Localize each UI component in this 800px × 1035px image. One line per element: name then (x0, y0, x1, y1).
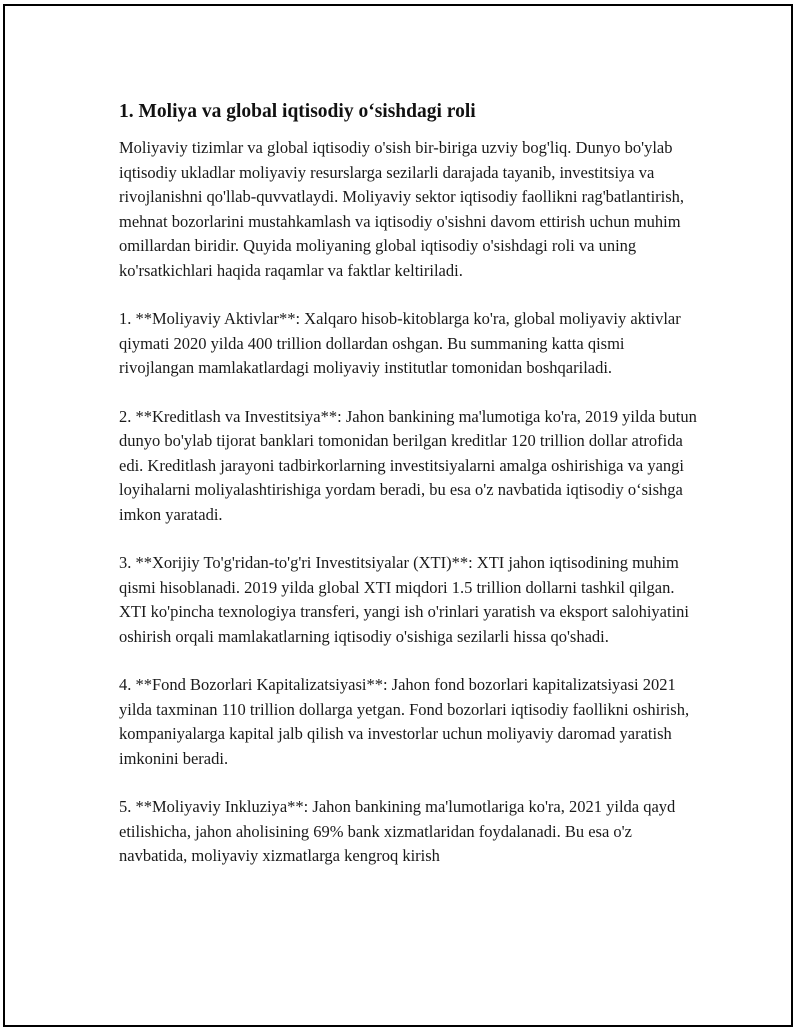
item-financial-inclusion: 5. **Moliyaviy Inkluziya**: Jahon bankining ma'lumotlariga ko'ra, 2021 yilda qayd etilishicha, jahon aholisining 69% bank xizmatlaridan foydalanadi. Bu esa o'z navbatida, moliyaviy xizmatlarga kengroq kirish (119, 797, 676, 865)
item-lending-investment: 2. **Kreditlash va Investitsiya**: Jahon bankining ma'lumotiga ko'ra, 2019 yilda butun dunyo bo'ylab tijorat banklari tomonidan berilgan kreditlar 120 trillion dollar atrofida edi. Kreditlash jarayoni tadbirkorlarning investitsiyalarni amalga oshirishiga va yangi loyihalarni moliyalashtirishiga yordam beradi, bu esa o'z navbatida iqtisodiy o‘sishga imkon yaratadi. (119, 406, 697, 524)
item-financial-assets: 1. **Moliyaviy Aktivlar**: Xalqaro hisob-kitoblarga ko'ra, global moliyaviy aktivlar qiymati 2020 yilda 400 trillion dollardan oshgan. Bu summaning katta qismi rivojlangan mamlakatlardagi moliyaviy institutlar tomonidan boshqariladi. (119, 309, 681, 377)
item-foreign-direct-investment: 3. **Xorijiy To'g'ridan-to'g'ri Investitsiyalar (XTI)**: XTI jahon iqtisodining muhim qismi hisoblanadi. 2019 yilda global XTI miqdori 1.5 trillion dollarni tashkil qilgan. XTI ko'pincha texnologiya transferi, yangi ish o'rinlari yaratish va eksport salohiyatini oshirish orqali mamlakatlarning iqtisodiy o'sishiga sezilarli hissa qo'shadi. (119, 553, 690, 646)
intro-paragraph: Moliyaviy tizimlar va global iqtisodiy o'sish bir-biriga uzviy bog'liq. Dunyo bo'ylab iqtisodiy ukladlar moliyaviy resurslarga sezilarli darajada tayanib, investitsiya va rivojlanishni qo'llab-quvvatlaydi. Moliyaviy sektor iqtisodiy faollikni rag'batlantirish, mehnat bozorlarini mustahkamlash va iqtisodiy o'sishni davom ettirish uchun muhim omillardan biridir. Quyida moliyaning global iqtisodiy o'sishdagi roli va uning ko'rsatkichlari haqida raqamlar va faktlar keltiriladi. (119, 138, 685, 280)
item-stock-market-capitalization: 4. **Fond Bozorlari Kapitalizatsiyasi**: Jahon fond bozorlari kapitalizatsiyasi 2021 yilda taxminan 110 trillion dollarga yetgan. Fond bozorlari iqtisodiy faollikni oshirish, kompaniyalarga kapital jalb qilish va investorlar uchun moliyaviy daromad yaratish imkonini beradi. (119, 675, 690, 768)
section-heading: 1. Moliya va global iqtisodiy o‘sishdagi roli (119, 101, 476, 122)
document-page (3, 4, 793, 1027)
document-content (119, 99, 699, 893)
